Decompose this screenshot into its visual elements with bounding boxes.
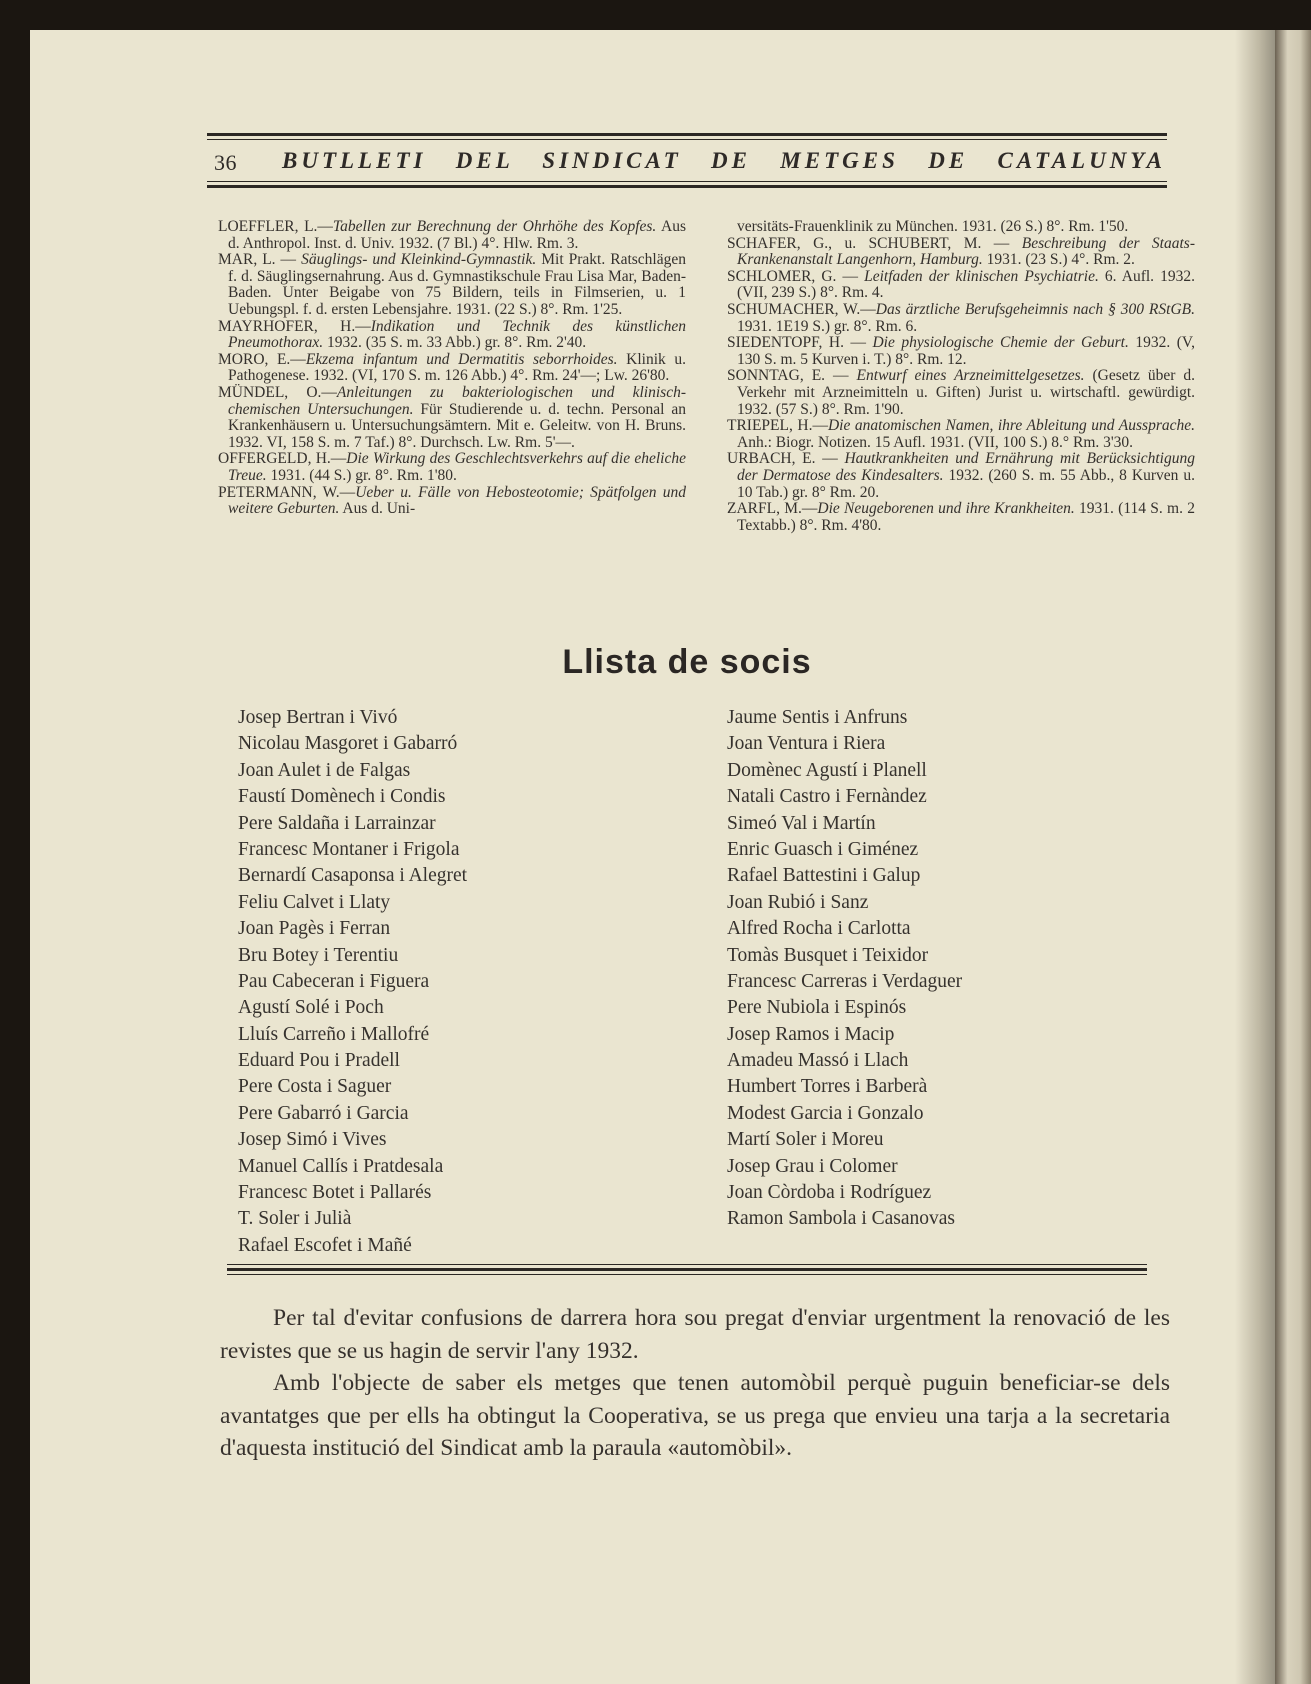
member-name: Joan Rubió i Sanz xyxy=(727,891,869,913)
header-rule-bottom xyxy=(207,185,1167,188)
member-name: Modest Garcia i Gonzalo xyxy=(727,1102,924,1124)
member-name: Natali Castro i Fernàndez xyxy=(727,786,927,808)
separator-rule-bottom xyxy=(227,1274,1147,1275)
entry-author: TRIEPEL, H.— xyxy=(727,417,828,435)
bibliography-entry xyxy=(218,451,686,484)
header-rule-top-thin xyxy=(207,139,1167,140)
entry-title: Die Wirkung des Geschlechtsverkehrs auf die eheliche Treue. xyxy=(228,450,686,484)
member-name: Joan Còrdoba i Rodríguez xyxy=(727,1182,932,1204)
member-name: Agustí Solé i Poch xyxy=(238,997,384,1019)
member-name: Simeó Val i Martín xyxy=(727,812,876,834)
member-name: Josep Bertran i Vivó xyxy=(238,707,398,728)
member-name: Pere Gabarró i Garcia xyxy=(238,1102,409,1124)
entry-author: ZARFL, M.— xyxy=(727,500,818,518)
member-name: Alfred Rocha i Carlotta xyxy=(727,918,911,940)
member-name: Jaume Sentis i Anfruns xyxy=(727,707,908,728)
bibliography-entry xyxy=(727,219,1195,236)
entry-author: URBACH, E. — xyxy=(727,450,845,468)
member-name: Joan Pagès i Ferran xyxy=(238,918,391,940)
member-name: Enric Guasch i Giménez xyxy=(727,838,919,860)
entry-title: Anleitungen zu bakteriologischen und klinisch-chemischen Untersuchungen. xyxy=(228,383,686,418)
entry-details: Aus d. Anthropol. Inst. d. Univ. 1932. (7 Bl.) 4°. Hlw. Rm. 3. xyxy=(228,218,686,252)
entry-title: Die anatomischen Namen, ihre Ableitung und Aussprache. xyxy=(827,417,1196,435)
entry-author: LOEFFLER, L.— xyxy=(218,218,333,235)
bibliography-right-column xyxy=(727,219,1195,534)
entry-title: Säuglings- und Kleinkind-Gymnastik. xyxy=(301,251,537,269)
bibliography-entry xyxy=(218,352,686,385)
notice-text xyxy=(220,1302,1170,1465)
entry-details: 6. Aufl. 1932. (VII, 239 S.) 8°. Rm. 4. xyxy=(737,267,1195,302)
bibliography-entry xyxy=(218,485,686,518)
entry-details: 1932. (260 S. m. 55 Abb., 8 Kurven u. 10 Tab.) gr. 8° Rm. 20. xyxy=(737,466,1195,501)
header-rule-top xyxy=(207,133,1167,136)
entry-details: Aus d. Uni- xyxy=(342,500,416,518)
entry-details: 1932. (V, 130 S. m. 5 Kurven i. T.) 8°. Rm. 12. xyxy=(737,334,1195,368)
bibliography-entry xyxy=(218,219,686,252)
bibliography-entry xyxy=(218,385,686,451)
member-name: Joan Ventura i Riera xyxy=(727,733,886,755)
entry-details: 1931. (114 S. m. 2 Textabb.) 8°. Rm. 4'80. xyxy=(737,500,1195,534)
member-name: Pere Nubiola i Espinós xyxy=(727,997,907,1019)
bibliography-entry xyxy=(727,269,1195,302)
entry-details: 1931. (23 S.) 4°. Rm. 2. xyxy=(986,251,1135,269)
members-list-title: Llista de socis xyxy=(562,643,812,681)
entry-title: Entwurf eines Arzneimittelgesetzes. xyxy=(856,367,1085,385)
member-name: Pere Costa i Saguer xyxy=(238,1076,392,1098)
bibliography-left-column xyxy=(218,219,686,518)
notice-paragraph-automobile: Amb l'objecte de saber els metges que tenen automòbil perquè puguin beneficiar-se dels avantatges que per ells ha obtingut la Cooperativa, se us prega que envieu una tarja a la secretaria d'aquesta institució del Sindicat amb la paraula «automòbil». xyxy=(220,1370,1170,1461)
member-name: Humbert Torres i Barberà xyxy=(727,1076,928,1098)
member-name: T. Soler i Julià xyxy=(238,1208,352,1230)
page-number: 36 xyxy=(214,150,237,175)
member-name: Lluís Carreño i Mallofré xyxy=(238,1023,430,1045)
entry-title: Hautkrankheiten und Ernährung mit Berücksichtigung der Dermatose des Kindesalters. xyxy=(737,450,1195,484)
entry-title: Das ärztliche Berufsgeheimnis nach § 300 RStGB. xyxy=(875,300,1195,318)
member-name: Rafael Escofet i Mañé xyxy=(238,1234,412,1256)
member-name: Martí Soler i Moreu xyxy=(727,1129,884,1151)
running-header xyxy=(207,145,1167,175)
member-name: Josep Simó i Vives xyxy=(238,1129,387,1151)
entry-details: Anh.: Biogr. Notizen. 15 Aufl. 1931. (VII, 100 S.) 8.° Rm. 3'30. xyxy=(737,433,1134,451)
member-name: Rafael Battestini i Galup xyxy=(727,865,921,887)
member-name: Josep Grau i Colomer xyxy=(727,1155,898,1177)
entry-author: SIEDENTOPF, H. — xyxy=(727,334,873,352)
member-name: Bru Botey i Terentiu xyxy=(238,944,399,966)
member-name: Francesc Carreras i Verdaguer xyxy=(727,970,963,992)
entry-details: versitäts-Frauenklinik zu München. 1931. (26 S.) 8°. Rm. 1'50. xyxy=(737,218,1129,235)
entry-title: Indikation und Technik des künstlichen Pneumothorax. xyxy=(228,317,686,352)
entry-details: Für Studierende u. d. techn. Personal an Krankenhäusern u. Untersuchungsämtern. Mit e. Geleitw. von H. Bruns. 1932. VI, 158 S. m. 7 Taf.) 8°. Durchsch. Lw. Rm. 5'—. xyxy=(228,400,686,451)
members-right-column xyxy=(727,705,1057,1233)
bibliography-entry xyxy=(727,335,1195,368)
page-edge xyxy=(1275,30,1311,1684)
bibliography-entry xyxy=(727,236,1195,269)
notice-paragraph-renewal: Per tal d'evitar confusions de darrera hora sou pregat d'enviar urgentment la renovació de les revistes que se us hagin de servir l'any 1932. xyxy=(220,1305,1170,1364)
member-name: Tomàs Busquet i Teixidor xyxy=(727,944,929,966)
header-rule-bottom-thin xyxy=(207,181,1167,182)
entry-author: OFFERGELD, H.— xyxy=(218,450,347,468)
entry-title: Leitfaden der klinischen Psychiatrie. xyxy=(864,267,1099,285)
member-name: Pere Saldaña i Larrainzar xyxy=(238,812,436,834)
bibliography-entry xyxy=(727,368,1195,418)
member-name: Ramon Sambola i Casanovas xyxy=(727,1208,956,1230)
member-name: Domènec Agustí i Planell xyxy=(727,759,927,781)
entry-details: 1931. 1E19 S.) gr. 8°. Rm. 6. xyxy=(737,317,918,335)
member-name: Faustí Domènech i Condis xyxy=(238,786,446,808)
journal-title: BUTLLETI DEL SINDICAT DE METGES DE CATALUNYA xyxy=(282,148,1166,173)
entry-author: SONNTAG, E. — xyxy=(727,367,857,385)
bibliography-entry xyxy=(727,418,1195,451)
entry-author: SCHUMACHER, W.— xyxy=(727,300,876,318)
entry-title: Die Neugeborenen und ihre Krankheiten. xyxy=(817,500,1075,518)
entry-details: Mit Prakt. Ratschlägen f. d. Säuglingsernahrung. Aus d. Gymnastikschule Frau Lisa Mar, Baden-Baden. Unter Beigabe von 75 Bildern, teils in Filmserien, u. 1 Uebungspl. f. d. ersten Lebensjahre. 1931. (22 S.) 8°. Rm. 1'25. xyxy=(228,251,687,318)
entry-author: PETERMANN, W.— xyxy=(218,483,356,501)
member-name: Eduard Pou i Pradell xyxy=(238,1050,400,1072)
entry-title: Beschreibung der Staats- Krankenanstalt Langenhorn, Hamburg. xyxy=(737,234,1195,269)
bibliography-entry xyxy=(218,252,686,318)
entry-title: Ekzema infantum und Dermatitis seborrhoides. xyxy=(305,350,618,368)
entry-author: SCHAFER, G., u. SCHUBERT, M. — xyxy=(727,234,1022,252)
member-name: Nicolau Masgoret i Gabarró xyxy=(238,733,458,755)
entry-details: Klinik u. Pathogenese. 1932. (VI, 170 S. m. 126 Abb.) 4°. Rm. 24'—; Lw. 26'80. xyxy=(228,350,686,385)
bibliography-entry xyxy=(727,451,1195,501)
bibliography-entry xyxy=(727,501,1195,534)
entry-title: Ueber u. Fälle von Hebosteotomie; Spätfolgen und weitere Geburten. xyxy=(228,483,686,518)
members-left-column xyxy=(238,705,568,1259)
entry-title: Die physiologische Chemie der Geburt. xyxy=(872,334,1129,352)
bibliography-entry xyxy=(727,302,1195,335)
member-name: Francesc Montaner i Frigola xyxy=(238,838,460,860)
entry-author: SCHLOMER, G. — xyxy=(727,267,865,285)
entry-author: MORO, E.— xyxy=(218,350,306,368)
member-name: Pau Cabeceran i Figuera xyxy=(238,970,430,992)
entry-author: MAYRHOFER, H.— xyxy=(218,317,371,335)
bibliography-entry xyxy=(218,319,686,352)
member-name: Bernardí Casaponsa i Alegret xyxy=(238,865,468,887)
member-name: Joan Aulet i de Falgas xyxy=(238,759,411,781)
separator-rule-thick xyxy=(227,1268,1147,1271)
entry-details: 1931. (44 S.) gr. 8°. Rm. 1'80. xyxy=(270,466,457,484)
member-name: Josep Ramos i Macip xyxy=(727,1023,895,1045)
entry-author: MÜNDEL, O.— xyxy=(218,383,337,401)
entry-title: Tabellen zur Berechnung der Ohrhöhe des Kopfes. xyxy=(332,218,657,235)
separator-rule-top xyxy=(227,1264,1147,1265)
member-name: Feliu Calvet i Llaty xyxy=(238,891,391,913)
entry-author: MAR, L. — xyxy=(218,251,302,269)
entry-details: 1932. (35 S. m. 33 Abb.) gr. 8°. Rm. 2'40. xyxy=(327,334,587,352)
member-name: Francesc Botet i Pallarés xyxy=(238,1182,432,1204)
member-name: Manuel Callís i Pratdesala xyxy=(238,1155,444,1177)
entry-details: (Gesetz über d. Verkehr mit Arzneimitteln u. Giften) Jurist u. wirtschaftl. gewürdigt. 1932. (57 S.) 8°. Rm. 1'90. xyxy=(737,367,1195,418)
member-name: Amadeu Massó i Llach xyxy=(727,1050,909,1072)
